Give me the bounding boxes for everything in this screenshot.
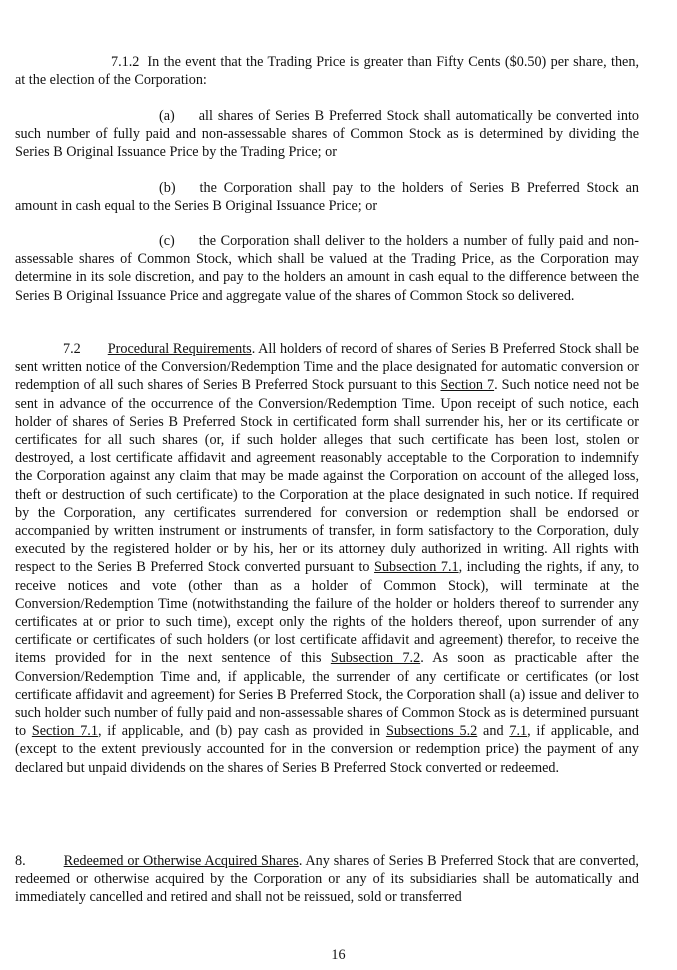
section-heading: Procedural Requirements — [107, 341, 252, 357]
paragraph-b — [15, 179, 639, 215]
paragraph-text: . Any shares of Series B Preferred Stock that are converted, redeemed or otherwise acquired by the Corporation or any of its subsidiaries shall be automatically and immediately cancelled and retired and shall not be reissued, sold or transferred — [15, 853, 639, 906]
text-segment: . Such notice need not be sent in advance of the occurrence of the Conversion/Redemption Time. Upon receipt of such notice, each holder of shares of Series B Preferred Stock in certificated form shall surrender his, her or its certificate or certificates for all such shares (or, if such holder alleges that such certificate has been lost, stolen or destroyed, a lost certificate affidavit and agreement reasonably acceptable to the Corporation to indemnify the Corporation against any claim that may be made against the Corporation on account of the alleged loss, theft or destruction of such certificate) to the Corporation at the place designated in such notice. If required by the Corporation, any certificates surrendered for conversion or redemption shall be endorsed or accompanied by written instrument or instruments of transfer, in form satisfactory to the Corporation, duly executed by the registered holder or by his, her or its attorney duly authorized in writing. All rights with respect to the Series B Preferred Stock converted pursuant to — [15, 377, 639, 576]
section-number: 8. — [15, 853, 26, 869]
section-number: 7.2 — [63, 341, 81, 357]
paragraph-7-2 — [15, 340, 639, 777]
text-segment: and — [477, 723, 510, 740]
paragraph-text: the Corporation shall pay to the holders of Series B Preferred Stock an amount in cash equal to the Series B Original Issuance Price; or — [15, 180, 639, 215]
text-segment: , if applicable, and (b) pay cash as provided in — [97, 723, 386, 740]
page-number: 16 — [331, 947, 346, 963]
section-reference: Subsections 5.2 — [385, 723, 478, 740]
paragraph-text: In the event that the Trading Price is greater than Fifty Cents ($0.50) per share, then, at the election of the Corporation: — [15, 54, 639, 89]
section-reference: Subsection 7.2 — [330, 650, 421, 667]
section-heading: Redeemed or Otherwise Acquired Shares — [63, 853, 299, 869]
item-label: (c) — [159, 233, 175, 249]
item-label: (a) — [159, 108, 175, 124]
section-reference: Section 7 — [440, 377, 495, 394]
text-segment: , including the rights, if any, to receive notices and vote (other than as a holder of Common Stock), will terminate at the Conversion/Redemption Time (notwithstanding the failure of the holder or holders thereof to surrender any certificates at or prior to such time), except only the rights of the holders thereof, upon surrender of any certificate or certificates of such holders (or lost certificate affidavit and agreement) therefor, to receive the items provided for in the next sentence of this — [15, 559, 640, 667]
item-label: (b) — [159, 180, 176, 196]
section-reference: Section 7.1 — [31, 723, 98, 740]
paragraph-7-1-2 — [15, 53, 639, 89]
section-reference: Subsection 7.1 — [374, 559, 459, 576]
text-segment: . All holders of record of shares of Series B Preferred Stock shall be sent written notice of the Conversion/Redemption Time and the place designated for automatic conversion or redemption of all such shares of Series B Preferred Stock pursuant to this — [15, 341, 639, 394]
text-segment: , if applicable, and (except to the extent previously accounted for in the conversion or redemption price) the payment of any declared but unpaid dividends on the shares of Series B Preferred Stock converted or redeemed. — [15, 723, 639, 776]
section-number: 7.1.2 — [111, 54, 140, 70]
section-reference: 7.1 — [509, 723, 528, 740]
paragraph-c — [15, 232, 639, 305]
paragraph-text: all shares of Series B Preferred Stock shall automatically be converted into such number of fully paid and non-assessable shares of Common Stock as is determined by dividing the Series B Original Issuance Price by the Trading Price; or — [15, 108, 639, 161]
text-segment: . As soon as practicable after the Conversion/Redemption Time and, if applicable, the surrender of any certificate or certificates (or lost certificate affidavit and agreement) for Series B Preferred Stock, the Corporation shall (a) issue and deliver to such holder such number of fully paid and non-assessable shares of Common Stock as is determined pursuant to — [15, 650, 639, 740]
paragraph-8 — [15, 852, 639, 907]
paragraph-a — [15, 107, 639, 162]
paragraph-text: the Corporation shall deliver to the holders a number of fully paid and non-assessable shares of Common Stock, which shall be valued at the Trading Price, as the Corporation may determine in its sole discretion, and pay to the holders an amount in cash equal to the difference between the Series B Original Issuance Price and aggregate value of the shares of Common Stock so delivered. — [15, 233, 639, 304]
